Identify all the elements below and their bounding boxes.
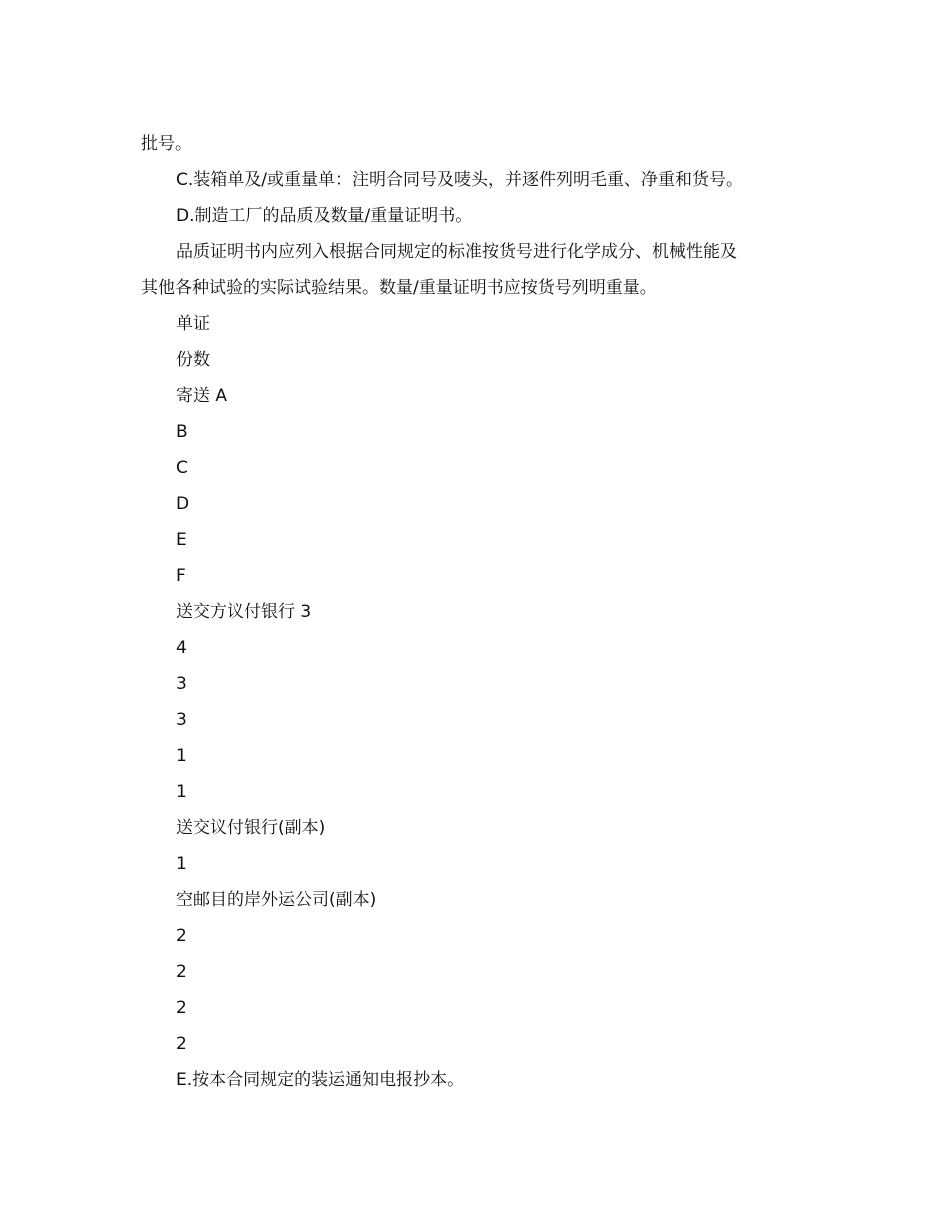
text-line: 2 <box>176 1034 187 1054</box>
text-line: 送交议付银行(副本) <box>176 818 326 838</box>
text-line: C.装箱单及/或重量单：注明合同号及唛头，并逐件列明毛重、净重和货号。 <box>176 170 743 190</box>
text-line: 2 <box>176 926 187 946</box>
text-line: B <box>176 422 188 442</box>
text-line: 2 <box>176 962 187 982</box>
text-line: 2 <box>176 998 187 1018</box>
text-line: D.制造工厂的品质及数量/重量证明书。 <box>176 206 473 226</box>
text-line: 1 <box>176 854 187 874</box>
text-line: E <box>176 530 187 550</box>
text-line: 3 <box>176 674 187 694</box>
text-line: 份数 <box>176 350 210 370</box>
text-line: 1 <box>176 782 187 802</box>
text-line: 送交方议付银行 3 <box>176 602 312 622</box>
text-line: C <box>176 458 188 478</box>
text-line: F <box>176 566 186 586</box>
text-line: 寄送 A <box>176 386 228 406</box>
text-line: 其他各种试验的实际试验结果。数量/重量证明书应按货号列明重量。 <box>141 278 657 298</box>
text-line: E.按本合同规定的装运通知电报抄本。 <box>176 1070 465 1090</box>
text-line: 空邮目的岸外运公司(副本) <box>176 890 377 910</box>
text-line: 单证 <box>176 314 210 334</box>
text-line: 4 <box>176 638 187 658</box>
text-line: 1 <box>176 746 187 766</box>
text-line: 批号。 <box>141 134 192 154</box>
text-line: 品质证明书内应列入根据合同规定的标准按货号进行化学成分、机械性能及 <box>176 242 737 262</box>
document-body <box>141 126 801 1098</box>
text-line: D <box>176 494 190 514</box>
text-line: 3 <box>176 710 187 730</box>
